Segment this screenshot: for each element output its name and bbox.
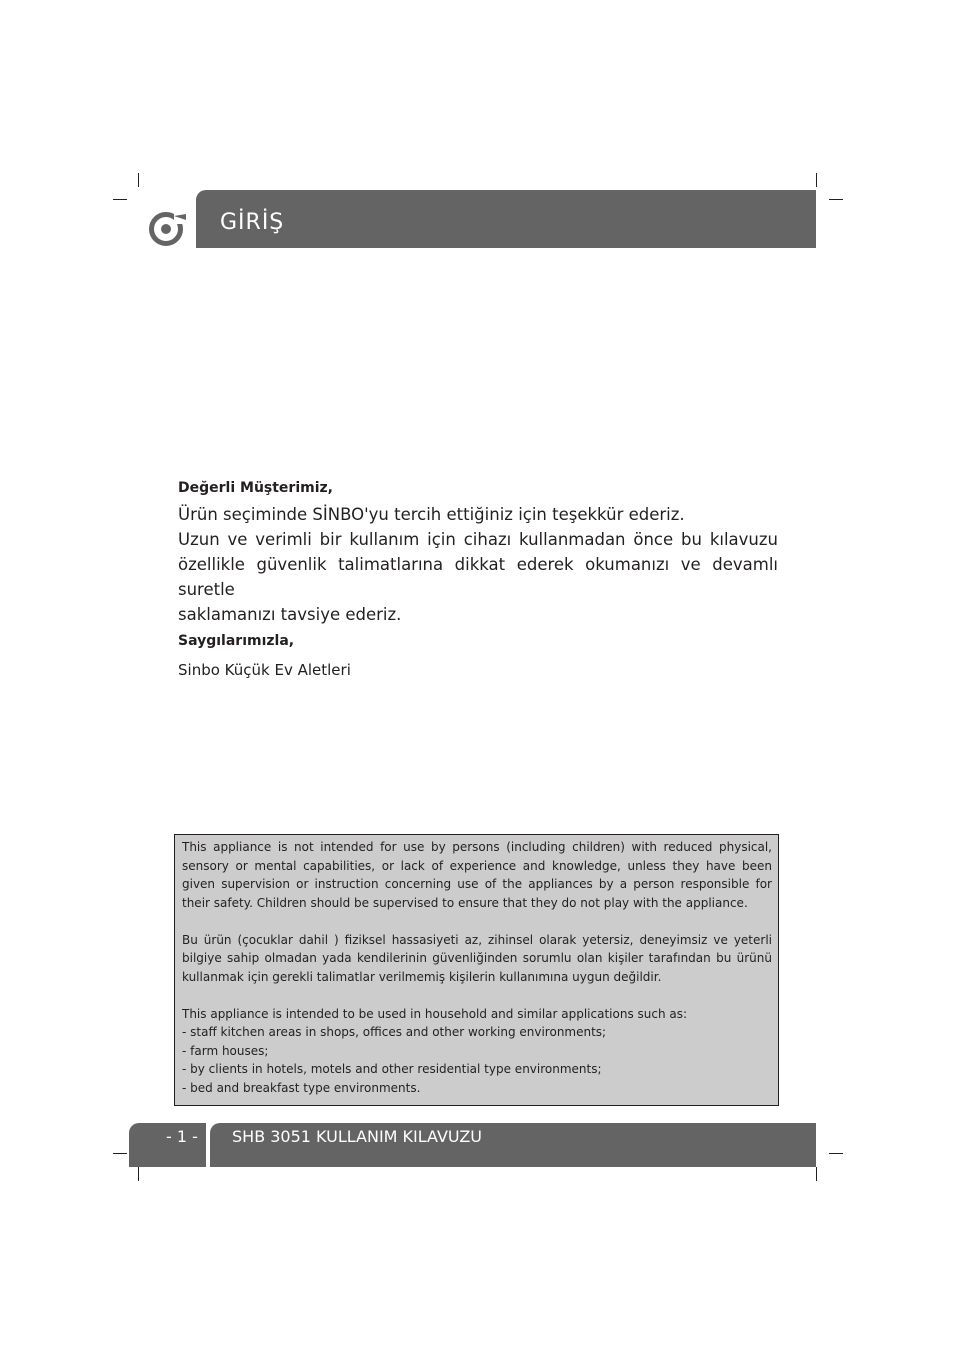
company-name: Sinbo Küçük Ev Aletleri [178,661,351,679]
footer-bar [210,1123,816,1167]
section-title: GİRİŞ [220,210,285,235]
usage-item: - staff kitchen areas in shops, offices and other working environments; [182,1025,607,1039]
regards: Saygılarımızla, [178,633,295,649]
sinbo-logo-icon [148,211,188,247]
crop-mark [829,199,843,200]
crop-mark [816,173,817,187]
crop-mark [829,1153,843,1154]
crop-mark [113,199,127,200]
section-header [196,190,816,248]
advice-line: Uzun ve verimli bir kullanım için cihazı kullanmadan önce bu kılavuzu [178,530,778,549]
crop-mark [138,1167,139,1181]
crop-mark [113,1153,127,1154]
thank-you-line: Ürün seçiminde SİNBO'yu tercih ettiğiniz için teşekkür ederiz. [178,505,685,524]
notice-english: This appliance is not intended for use by persons (including children) with reduced physical, sensory or mental capabilities, or lack of experience and knowledge, unless they have been given supervision or instruction concerning use of the appliances by a person responsible for their safety. Children should be supervised to ensure that they do not play with the appliance. [182,840,772,910]
manual-title: SHB 3051 KULLANIM KILAVUZU [232,1127,483,1146]
page-number: - 1 - [166,1127,198,1146]
salutation: Değerli Müşterimiz, [178,480,333,496]
greeting-block [178,480,778,627]
page-number-tab [129,1123,206,1167]
usage-item: - by clients in hotels, motels and other residential type environments; [182,1062,602,1076]
usage-intro: This appliance is intended to be used in household and similar applications such as: [182,1006,688,1021]
crop-mark [138,173,139,187]
safety-notice [174,834,779,1106]
usage-item: - bed and breakfast type environments. [182,1080,421,1095]
crop-mark [816,1167,817,1181]
notice-turkish: Bu ürün (çocuklar dahil ) fiziksel hassasiyeti az, zihinsel olarak yetersiz, deneyimsiz ve yeterli bilgiye sahip olmadan yada kendilerinin güvenliğinden sorumlu olan kişiler tarafından bu ürünü kullanmak için gerekli talimatlar verilmemiş kişilerin kullanımına uygun değildir. [182,932,772,984]
usage-item: - farm houses; [182,1043,269,1058]
advice-line: özellikle güvenlik talimatlarına dikkat ederek okumanızı ve devamlı suretle [178,555,778,599]
advice-line: saklamanızı tavsiye ederiz. [178,605,402,624]
